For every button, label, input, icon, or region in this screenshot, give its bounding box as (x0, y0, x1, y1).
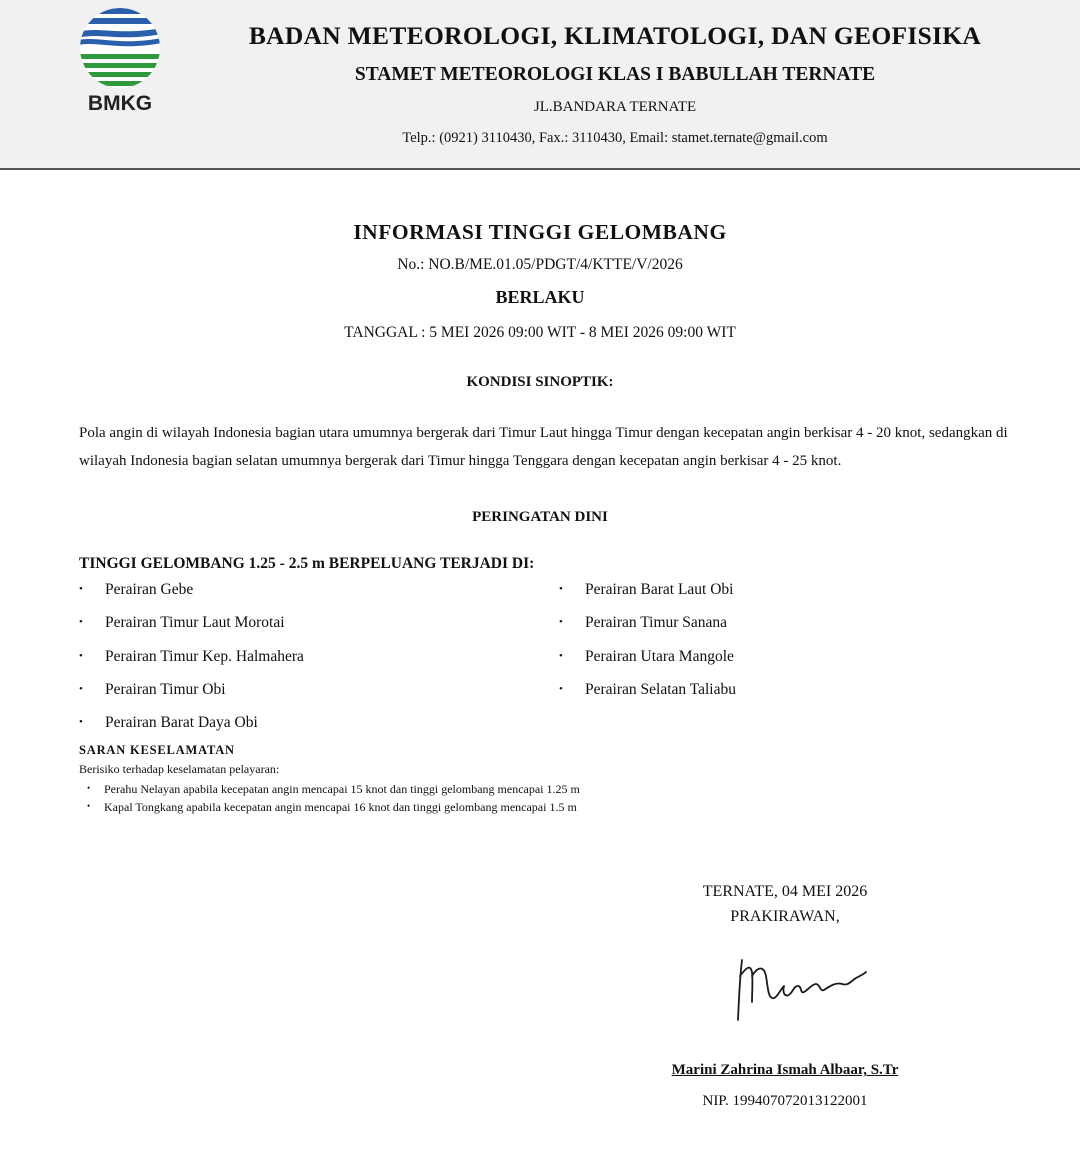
list-item: • Perairan Timur Laut Morotai (79, 611, 304, 644)
list-item: • Perairan Selatan Taliabu (559, 678, 736, 711)
list-item: • Kapal Tongkang apabila kecepatan angin mencapai 16 knot dan tinggi gelombang mencapai 1.5 m (79, 798, 580, 816)
logo-text: BMKG (87, 92, 153, 115)
signatory-name: Marini Zahrina Ismah Albaar, S.Tr (671, 1062, 899, 1078)
station-name: STAMET METEOROLOGI KLAS I BABULLAH TERNATE (354, 64, 876, 85)
document-title: INFORMASI TINGGI GELOMBANG (353, 220, 727, 244)
area-list-left (79, 578, 304, 744)
validity-period: TANGGAL : 5 MEI 2026 09:00 WIT - 8 MEI 2026 09:00 WIT (344, 324, 736, 341)
list-item: • Perairan Timur Sanana (559, 611, 736, 644)
safety-heading: SARAN KESELAMATAN (79, 743, 235, 757)
list-item: • Perairan Barat Laut Obi (559, 578, 736, 611)
list-item: • Perairan Timur Kep. Halmahera (79, 645, 304, 678)
station-contact: Telp.: (0921) 3110430, Fax.: 3110430, Email: stamet.ternate@gmail.com (402, 130, 828, 146)
station-address: JL.BANDARA TERNATE (533, 99, 697, 115)
synoptic-heading: KONDISI SINOPTIK: (466, 374, 614, 390)
handwritten-signature (728, 946, 878, 1026)
warning-heading: PERINGATAN DINI (472, 509, 608, 525)
bmkg-emblem-icon (78, 6, 162, 90)
area-list-right (559, 578, 736, 711)
list-item: • Perairan Timur Obi (79, 678, 304, 711)
bmkg-logo (72, 6, 168, 124)
wave-height-heading: TINGGI GELOMBANG 1.25 - 2.5 m BERPELUANG TERJADI DI: (79, 555, 535, 572)
list-item: • Perairan Gebe (79, 578, 304, 611)
list-item: • Perahu Nelayan apabila kecepatan angin mencapai 15 knot dan tinggi gelombang mencapai 1.25 m (79, 780, 580, 798)
synoptic-text: Pola angin di wilayah Indonesia bagian utara umumnya bergerak dari Timur Laut hingga Timur dengan kecepatan angin berkisar 4 - 20 knot, sedangkan di wilayah Indonesia bagian selatan umumnya bergerak dari Timur hingga Tenggara dengan kecepatan angin berkisar 4 - 25 knot. (79, 425, 1008, 469)
signature-role: PRAKIRAWAN, (730, 908, 840, 925)
safety-list (79, 780, 580, 816)
list-item: • Perairan Utara Mangole (559, 645, 736, 678)
signature-place-date: TERNATE, 04 MEI 2026 (702, 883, 868, 900)
letterhead (0, 0, 1080, 170)
safety-intro: Berisiko terhadap keselamatan pelayaran: (79, 762, 280, 776)
organization-name: BADAN METEOROLOGI, KLIMATOLOGI, DAN GEOFISIKA (248, 21, 982, 50)
validity-label: BERLAKU (495, 287, 585, 307)
document-number: No.: NO.B/ME.01.05/PDGT/4/KTTE/V/2026 (397, 256, 683, 273)
list-item: • Perairan Barat Daya Obi (79, 711, 304, 744)
signatory-nip: NIP. 199407072013122001 (702, 1093, 868, 1109)
